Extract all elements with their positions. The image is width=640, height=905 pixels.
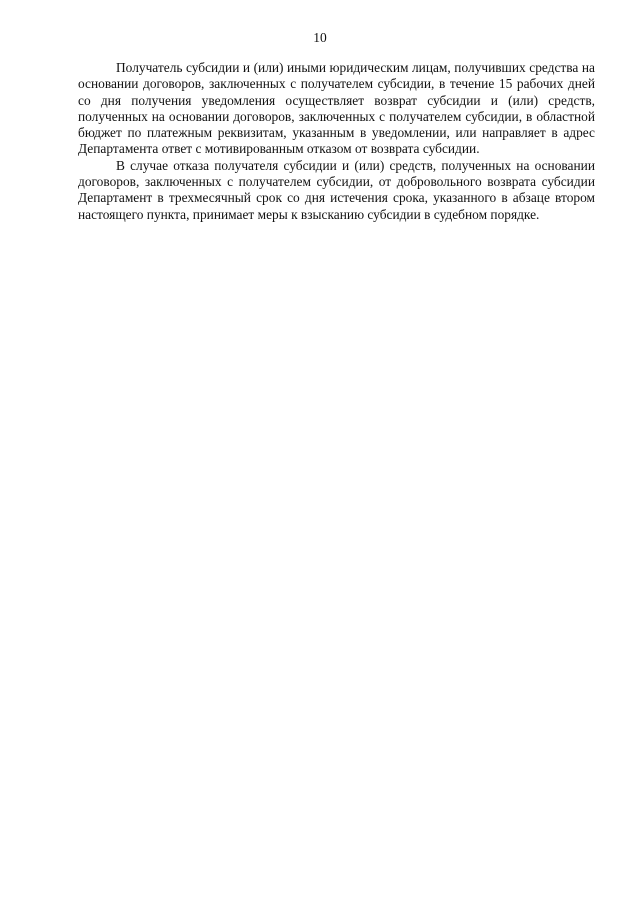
document-body xyxy=(78,60,595,223)
paragraph-judicial-recovery: В случае отказа получателя субсидии и (или) средств, полученных на основании договоров, заключенных с получателем субсидии, от добровольного возврата субсидии Департамент в трехмесячный срок со дня истечения срока, указанного в абзаце втором настоящего пункта, принимает меры к взысканию субсидии в судебном порядке. xyxy=(78,157,595,222)
paragraph-refund-procedure: Получатель субсидии и (или) иными юридическим лицам, получивших средства на основании договоров, заключенных с получателем субсидии, в течение 15 рабочих дней со дня получения уведомления осуществляет возврат субсидии и (или) средств, полученных на основании договоров, заключенных с получателем субсидии, в областной бюджет по платежным реквизитам, указанным в уведомлении, или направляет в адрес Департамента ответ с мотивированным отказом от возврата субсидии. xyxy=(78,60,595,157)
page-number: 10 xyxy=(313,30,327,45)
